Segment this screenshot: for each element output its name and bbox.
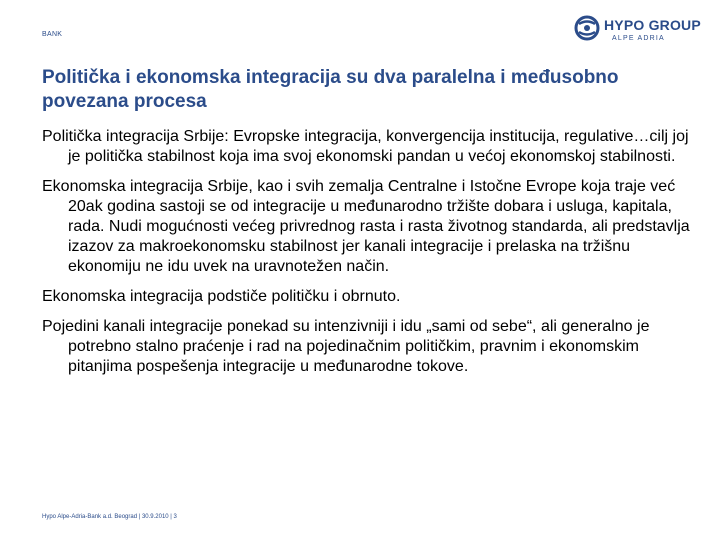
slide-title: Politička i ekonomska integracija su dva paralelna i međusobno povezana procesa bbox=[42, 67, 619, 112]
hypo-globe-icon bbox=[574, 15, 600, 41]
bank-label: BANK bbox=[42, 31, 63, 38]
paragraph-mutual-stimulation: Ekonomska integracija podstiče političku i obrnuto. bbox=[42, 288, 401, 305]
paragraph-integration-channels: Pojedini kanali integracije ponekad su intenzivniji i idu „sami od sebe“, ali generalno je potrebno stalno praćenje i rad na pojedinačnim političkim, pravnim i ekonomskim pitanjima pospešenja integracije u međunarodne tokove. bbox=[42, 318, 650, 375]
slide-footer: Hypo Alpe-Adria-Bank a.d. Beograd | 30.9.2010 | 3 bbox=[42, 514, 177, 520]
paragraph-economic-integration: Ekonomska integracija Srbije, kao i svih zemalja Centralne i Istočne Evrope koja traje već 20ak godina sastoji se od integracije u međunarodno tržište dobara i usluga, kapitala, rada. Nudi mogućnosti većeg privrednog rasta i rasta životnog standarda, ali predstavlja izazov za makroekonomsku stabilnost jer kanali integracije i prelaska na tržišnu ekonomiju ne idu uvek na uravnotežen način. bbox=[42, 178, 690, 275]
paragraph-political-integration: Politička integracija Srbije: Evropske integracija, konvergencija institucija, regulative…cilj joj je politička stabilnost koja ima svoj ekonomski pandan u većoj ekonomskoj stabilnosti. bbox=[42, 128, 689, 165]
logo-text: HYPO GROUP bbox=[604, 17, 701, 33]
logo-subtext: ALPE ADRIA bbox=[612, 35, 665, 42]
slide-body bbox=[42, 127, 690, 387]
hypo-group-logo bbox=[574, 12, 701, 46]
